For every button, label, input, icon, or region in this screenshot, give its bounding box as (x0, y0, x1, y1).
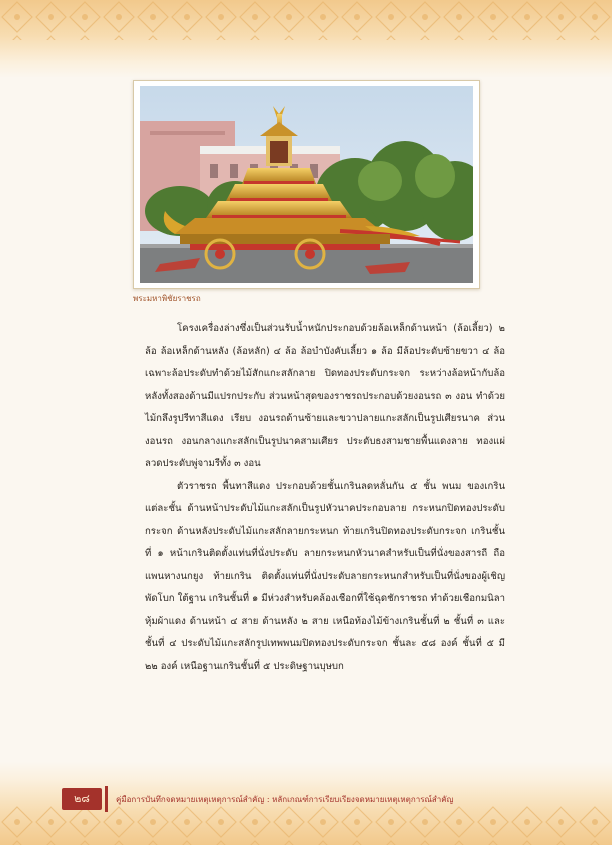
paragraph-chariot-body: ตัวราชรถ พื้นทาสีแดง ประกอบด้วยชั้นเกรินลดหลั่นกัน ๕ ชั้น พนม ของเกรินแต่ละชั้น ด้านหน้าประดับไม้แกะสลักเป็นรูปหัวนาคประกอบลาย กระหนกปิดทองประดับกระจก ด้านหลังประดับไม้แกะสลักลายกระหนก ท้ายเกรินปิดทองประดับกระจก เกรินชั้นที่ ๑ หน้าเกรินติดตั้งแท่นที่นั่งประดับ ลายกระหนกหัวนาคสำหรับเป็นที่นั่งของสารถี ถือแพนหางนกยูง ท้ายเกริน ติดตั้งแท่นที่นั่งประดับลายกระหนกสำหรับเป็นที่นั่งของผู้เชิญพัดโบก ใต้ฐาน เกรินชั้นที่ ๑ มีห่วงสำหรับคล้องเชือกที่ใช้ฉุดชักราชรถ ทำด้วยเชือกมนิลา หุ้มผ้าแดง ด้านหน้า ๔ สาย ด้านหลัง ๒ สาย เหนือท้องไม้ข้างเกรินชั้นที่ ๒ ชั้นที่ ๓ และชั้นที่ ๔ ประดับไม้แกะสลักรูปเทพพนมปิดทองประดับกระจก ชั้นละ ๕๘ องค์ ชั้นที่ ๕ มี ๒๒ องค์ เหนือฐานเกรินชั้นที่ ๕ ประดิษฐานบุษบก (145, 480, 505, 672)
thai-pattern-top (0, 0, 612, 40)
footer-divider (105, 786, 108, 812)
photo-frame (133, 80, 480, 289)
royal-chariot-photo (140, 86, 473, 283)
page-number: ๒๘ (62, 788, 102, 810)
body-text (145, 318, 505, 678)
footer-title: คู่มือการบันทึกจดหมายเหตุเหตุการณ์สำคัญ : หลักเกณฑ์การเรียบเรียงจดหมายเหตุเหตุการณ์สำคัญ (116, 795, 454, 804)
top-decorative-band (0, 0, 612, 78)
thai-pattern-bottom (0, 805, 612, 845)
photo-caption: พระมหาพิชัยราชรถ (133, 294, 201, 303)
paragraph-undercarriage: โครงเครื่องล่างซึ่งเป็นส่วนรับน้ำหนักประกอบด้วยล้อเหล็กด้านหน้า (ล้อเลี้ยว) ๒ ล้อ ล้อเหล็กด้านหลัง (ล้อหลัก) ๔ ล้อ ล้อบำบังคับเลี้ยว ๑ ล้อ มีล้อประดับซ้ายขวา ๔ ล้อ เฉพาะล้อประดับทำด้วยไม้สักแกะสลักลาย ปิดทองประดับกระจก ระหว่างล้อหน้ากับล้อหลังทั้งสองด้านมีแปรกประกับ ส่วนหน้าสุดของราชรถประกอบด้วยงอนรถ ๓ งอน ทำด้วยไม้กลึงรูปรีทาสีแดง เรียบ งอนรถด้านซ้ายและขวาปลายแกะสลักเป็นรูปเศียรนาค ส่วนงอนรถ งอนกลางแกะสลักเป็นรูปนาคสามเศียร ประดับธงสามชายพื้นแดงลาย ทองแผ่ลวดประดับพู่จามรีทั้ง ๓ งอน (145, 323, 505, 469)
